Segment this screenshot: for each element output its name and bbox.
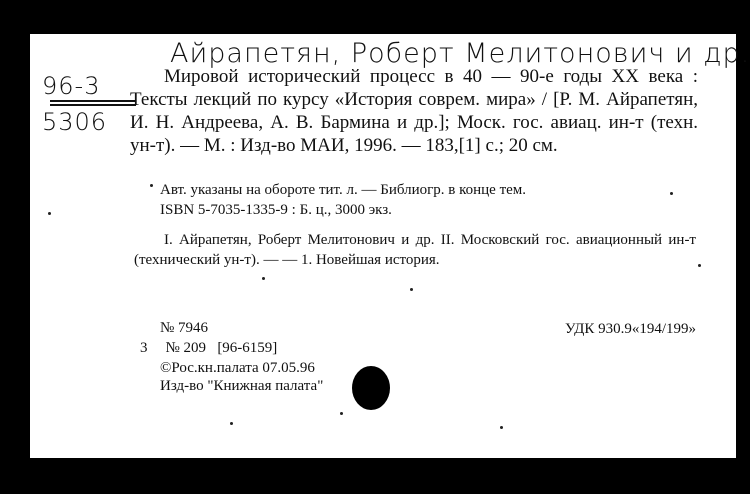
speck <box>698 264 701 267</box>
call-number-divider-2 <box>50 104 136 106</box>
call-number-divider <box>50 100 136 102</box>
book-chamber-stamp: ©Рос.кн.палата 07.05.96 <box>160 360 315 376</box>
speck <box>340 412 343 415</box>
registration-line <box>140 339 277 358</box>
handwritten-author: Айрапетян, Роберт Мелитонович и др. <box>170 38 750 69</box>
speck <box>262 277 265 280</box>
speck <box>670 192 673 195</box>
note-authors-bibliography: Авт. указаны на обороте тит. л. — Библиогр. в конце тем. <box>160 182 527 198</box>
title-description: Мировой исторический процесс в 40 — 90-е годы XX века : Тексты лекций по курсу «История соврем. мира» / [Р. М. Айрапетян, И. Н. Андреева, А. В. Бармина и др.]; Моск. гос. авиац. ин-т (техн. ун-т). — М. : Изд-во МАИ, 1996. — 183,[1] с.; 20 см. <box>130 66 698 156</box>
speck <box>500 426 503 429</box>
note-isbn: ISBN 5-7035-1335-9 : Б. ц., 3000 экз. <box>160 202 392 218</box>
call-number-line-1: 96-3 <box>42 72 101 100</box>
tracings: I. Айрапетян, Роберт Мелитонович и др. II. Московский гос. авиационный ин-т (технический ун-т). — — 1. Новейшая история. <box>134 232 696 268</box>
registration-code: [96-6159] <box>217 340 278 356</box>
speck <box>410 288 413 291</box>
registration-prefix: 3 <box>140 340 148 356</box>
speck <box>230 422 233 425</box>
ink-blot <box>352 366 390 410</box>
speck <box>150 184 153 187</box>
call-number-line-2: 5306 <box>42 108 108 136</box>
notes-block <box>160 181 526 220</box>
udk-classification: УДК 930.9«194/199» <box>564 321 696 337</box>
bibliographic-entry <box>130 65 698 157</box>
card-number: № 7946 <box>160 320 209 336</box>
publisher-imprint: Изд-во "Книжная палата" <box>160 378 324 394</box>
speck <box>48 212 51 215</box>
registration-number: № 209 <box>165 340 207 356</box>
catalog-card <box>30 34 750 458</box>
